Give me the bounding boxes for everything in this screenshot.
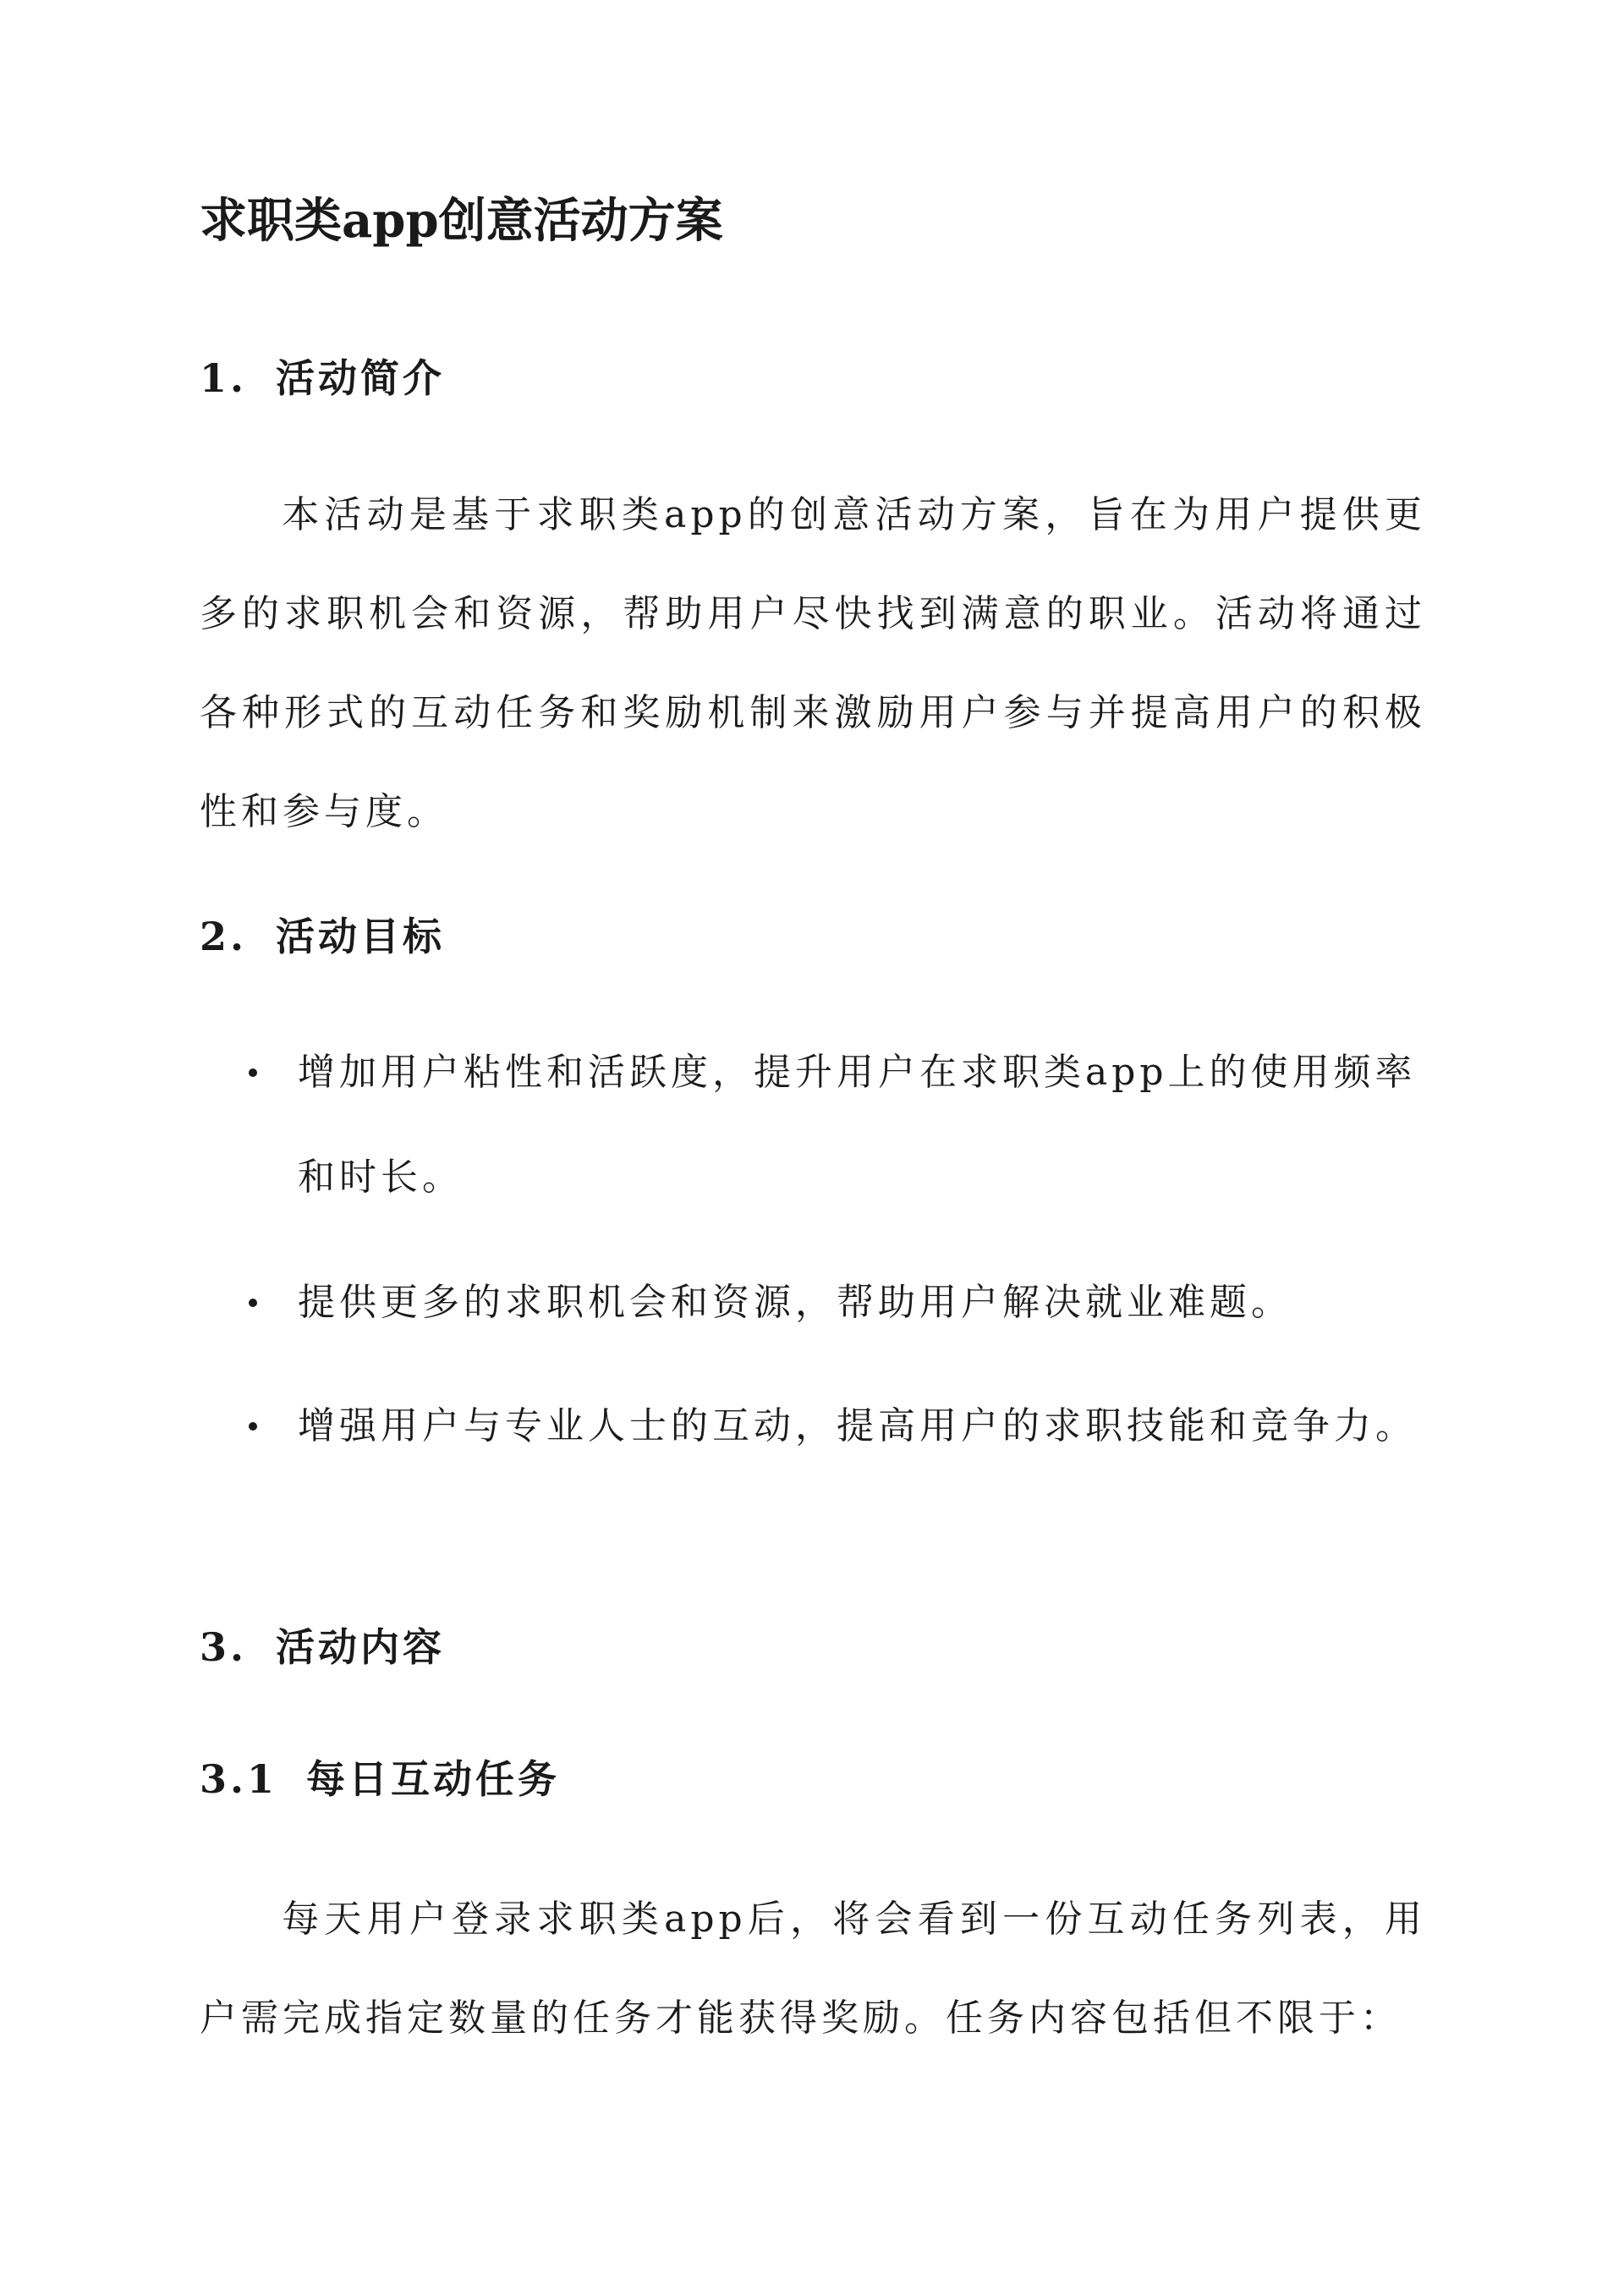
list-item xyxy=(200,1020,1435,1250)
section-heading-2 xyxy=(200,914,445,960)
list-item-text: 增强用户与专业人士的互动，提高用户的求职技能和竞争力。 xyxy=(298,1404,1417,1447)
list-item xyxy=(200,1374,1435,1479)
section-title: 活动内容 xyxy=(276,1624,446,1670)
paragraph-text: 每天用户登录求职类app后，将会看到一份互动任务列表，用户需完成指定数量的任务才能获得奖励。任务内容包括但不限于： xyxy=(200,1898,1426,2040)
section-number: 1. xyxy=(200,355,248,401)
section-number: 3. xyxy=(200,1624,248,1670)
subsection-paragraph-3-1 xyxy=(200,1870,1426,2068)
bullet-dot-icon xyxy=(249,1422,257,1431)
subsection-heading-3-1 xyxy=(200,1756,560,1803)
document-title: 求职类app创意活动方案 xyxy=(200,193,723,249)
section-heading-3 xyxy=(200,1624,445,1671)
list-item xyxy=(200,1250,1435,1374)
bullet-dot-icon xyxy=(249,1068,257,1077)
section-number: 2. xyxy=(200,914,248,959)
paragraph-text: 本活动是基于求职类app的创意活动方案，旨在为用户提供更多的求职机会和资源，帮助用户尽快找到满意的职业。活动将通过各种形式的互动任务和奖励机制来激励用户参与并提高用户的积极性和参与度。 xyxy=(200,493,1426,833)
list-item-text: 增加用户粘性和活跃度，提升用户在求职类app上的使用频率和时长。 xyxy=(298,1051,1417,1199)
list-item-text: 提供更多的求职机会和资源，帮助用户解决就业难题。 xyxy=(298,1281,1292,1324)
section-number: 3.1 xyxy=(200,1756,278,1802)
section-title: 每日互动任务 xyxy=(306,1756,561,1802)
section-heading-1 xyxy=(200,355,445,402)
section-paragraph-1 xyxy=(200,465,1426,861)
goals-list xyxy=(200,1020,1435,1479)
section-title: 活动简介 xyxy=(276,355,446,401)
section-title: 活动目标 xyxy=(276,914,446,959)
bullet-dot-icon xyxy=(249,1299,257,1307)
